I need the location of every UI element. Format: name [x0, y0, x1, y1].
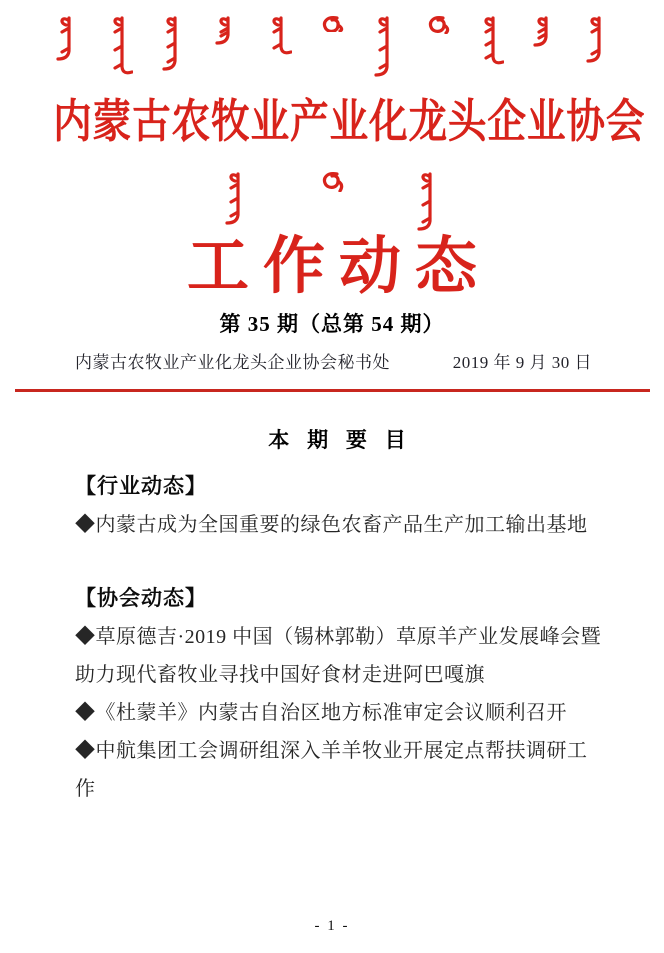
mongolian-word-glyph: [415, 170, 441, 232]
toc-section-title: 【行业动态】: [75, 475, 207, 498]
mongolian-word-glyph: [372, 14, 398, 78]
toc-item: ◆草原德吉·2019 中国（锡林郭勒）草原羊产业发展峰会暨助力现代畜牧业寻找中国好食材走进阿巴嘎旗: [75, 626, 602, 686]
red-divider-rule: [15, 389, 650, 392]
toc-section: [75, 580, 605, 808]
publisher-row: [75, 352, 592, 373]
mongolian-word-glyph: [107, 14, 133, 78]
org-name-title: 内蒙古农牧业产业化龙头企业协会: [53, 96, 646, 147]
mongolian-word-glyph: [160, 14, 186, 72]
publish-date: 2019 年 9 月 30 日: [452, 353, 592, 372]
mongolian-word-glyph: [319, 14, 345, 32]
mongolian-word-glyph: [223, 170, 249, 226]
mongolian-word-glyph: [425, 14, 451, 34]
toc-item: ◆中航集团工会调研组深入羊羊牧业开展定点帮扶调研工作: [75, 740, 588, 800]
toc-section-title: 【协会动态】: [75, 587, 207, 610]
publisher-name: 内蒙古农牧业产业化龙头企业协会秘书处: [75, 353, 390, 372]
toc-sections: [75, 468, 605, 808]
toc-section: [75, 468, 605, 544]
page-number: - 1 -: [314, 918, 350, 934]
mongolian-word-glyph: [266, 14, 292, 58]
table-of-contents: [75, 426, 605, 808]
mongolian-script-banner-top: [0, 0, 664, 90]
mongolian-word-glyph: [319, 170, 345, 192]
mongolian-word-glyph: [213, 14, 239, 46]
toc-heading: 本 期 要 目: [268, 429, 412, 452]
bulletin-title: 工作动态: [186, 233, 491, 301]
mongolian-word-glyph: [54, 14, 80, 62]
mongolian-script-banner-middle: [0, 170, 664, 234]
toc-item: ◆《杜蒙羊》内蒙古自治区地方标准审定会议顺利召开: [75, 702, 567, 724]
mongolian-word-glyph: [584, 14, 610, 64]
toc-item: ◆内蒙古成为全国重要的绿色农畜产品生产加工输出基地: [75, 514, 588, 536]
mongolian-word-glyph: [478, 14, 504, 68]
mongolian-word-glyph: [531, 14, 557, 48]
issue-number-line: 第 35 期（总第 54 期）: [219, 312, 445, 336]
